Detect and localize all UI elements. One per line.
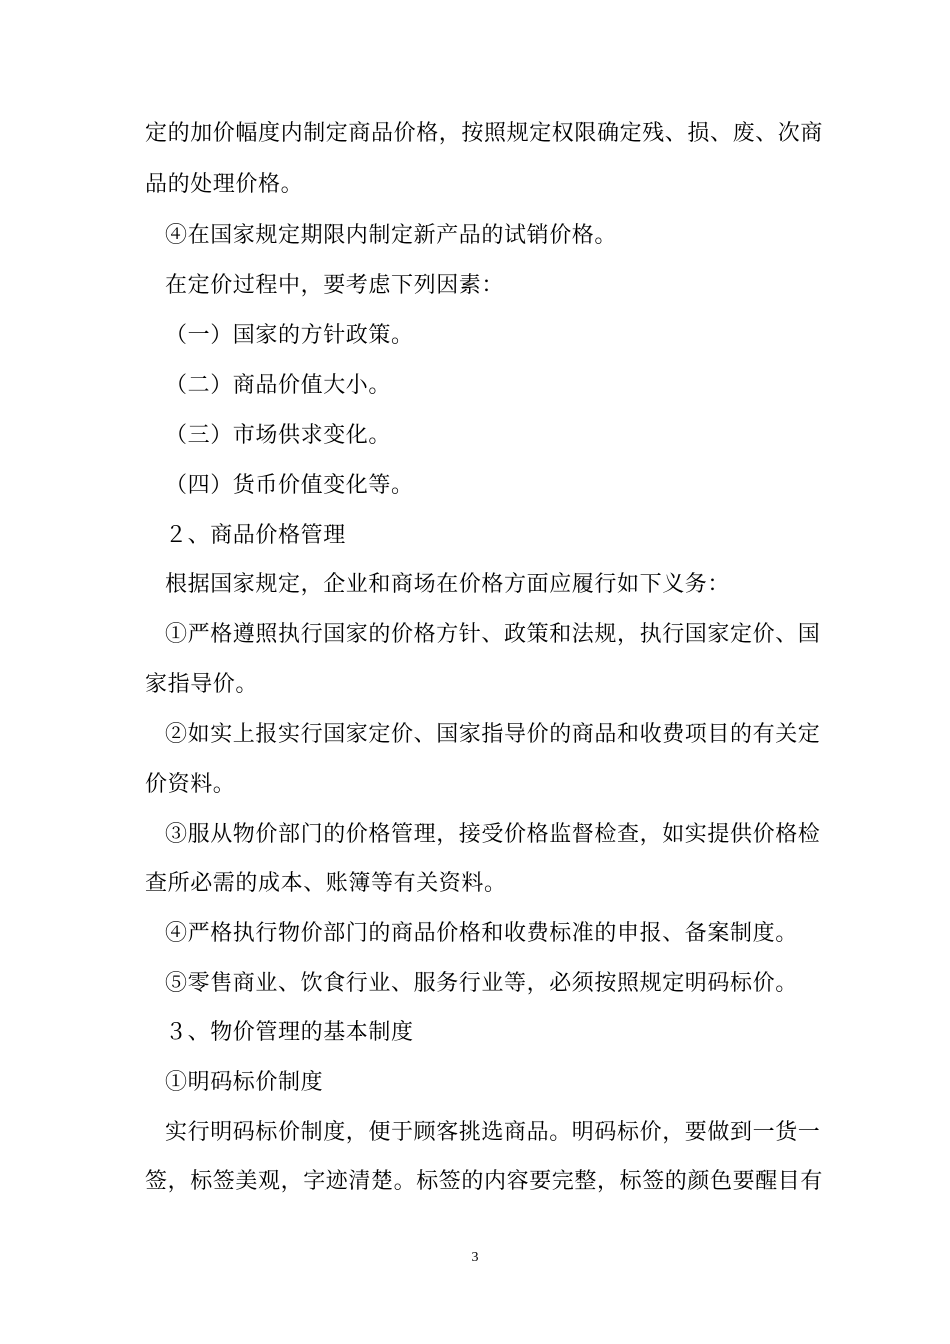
- text-line: ①严格遵照执行国家的价格方针、政策和法规，执行国家定价、国: [165, 622, 821, 647]
- text-line: 在定价过程中，要考虑下列因素：: [165, 273, 505, 298]
- list-item: （一）国家的方针政策。: [165, 323, 414, 348]
- list-item: （四）货币价值变化等。: [165, 473, 414, 498]
- text-line: 查所必需的成本、账簿等有关资料。: [145, 871, 507, 896]
- text-line: 实行明码标价制度，便于顾客挑选商品。明码标价，要做到一货一: [165, 1120, 821, 1145]
- text-line: 价资料。: [145, 772, 236, 797]
- text-line: ⑤零售商业、饮食行业、服务行业等，必须按照规定明码标价。: [165, 971, 798, 996]
- text-line: 定的加价幅度内制定商品价格，按照规定权限确定残、损、废、次商: [145, 121, 824, 146]
- text-line: 品的处理价格。: [145, 172, 304, 197]
- subsection-heading: ①明码标价制度: [165, 1070, 324, 1095]
- list-item: （三）市场供求变化。: [165, 423, 392, 448]
- text-line: 签，标签美观，字迹清楚。标签的内容要完整，标签的颜色要醒目有: [145, 1169, 824, 1194]
- text-line: ④在国家规定期限内制定新产品的试销价格。: [165, 223, 618, 248]
- text-line: 根据国家规定，企业和商场在价格方面应履行如下义务：: [165, 572, 731, 597]
- text-line: ④严格执行物价部门的商品价格和收费标准的申报、备案制度。: [165, 921, 798, 946]
- text-line: 家指导价。: [145, 672, 259, 697]
- text-line: ③服从物价部门的价格管理，接受价格监督检查，如实提供价格检: [165, 822, 821, 847]
- text-line: ②如实上报实行国家定价、国家指导价的商品和收费项目的有关定: [165, 722, 821, 747]
- list-item: （二）商品价值大小。: [165, 373, 392, 398]
- page-number: 3: [471, 1250, 479, 1265]
- section-heading: ２、商品价格管理: [165, 523, 346, 548]
- section-heading: ３、物价管理的基本制度: [165, 1020, 414, 1045]
